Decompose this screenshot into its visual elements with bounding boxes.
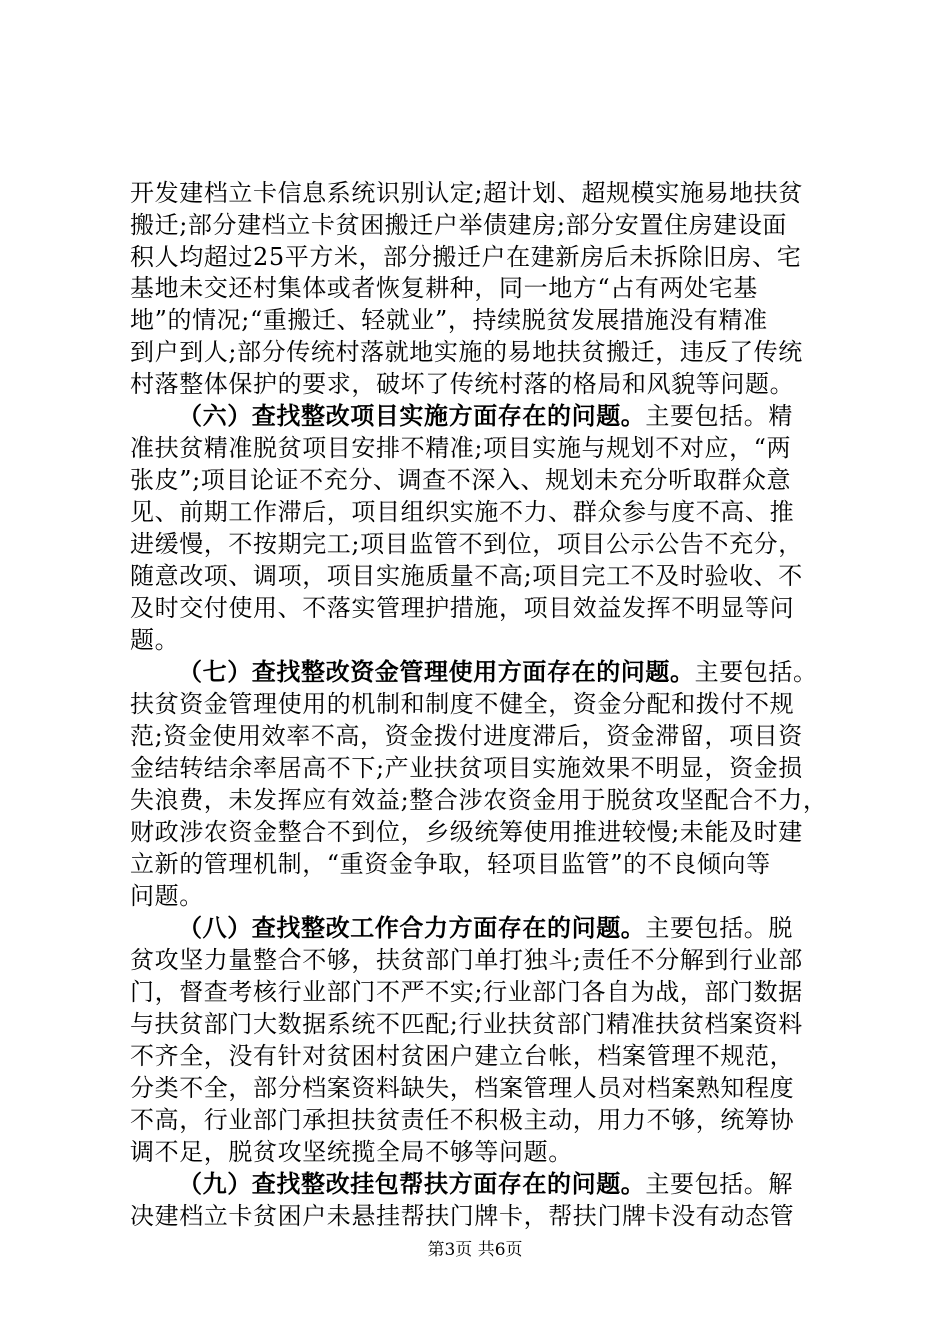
line-text: 开发建档立卡信息系统识别认定;超计划、超规模实施易地扶贫 — [130, 179, 803, 207]
text-line — [130, 1103, 860, 1137]
line-text: 准扶贫精准脱贫项目安排不精准;项目实施与规划不对应，“两 — [130, 434, 792, 462]
line-text: 随意改项、调项，项目实施质量不高;项目完工不及时验收、不 — [130, 562, 803, 590]
text-line — [130, 623, 860, 657]
line-text: 张皮”;项目论证不充分、调查不深入、规划未充分听取群众意 — [130, 466, 792, 494]
text-line — [130, 847, 860, 881]
section-heading: （六）查找整改项目实施方面存在的问题。 — [178, 401, 646, 430]
line-text: 门，督查考核行业部门不严不实;行业部门各自为战，部门数据 — [130, 978, 803, 1006]
line-text: 主要包括。精 — [645, 402, 794, 430]
page-number-footer: 第3页 共6页 — [427, 1240, 523, 1260]
text-line — [130, 527, 860, 561]
line-text: 财政涉农资金整合不到位，乡级统筹使用推进较慢;未能及时建 — [130, 818, 803, 846]
text-line — [130, 271, 860, 305]
line-text: 调不足，脱贫攻坚统揽全局不够等问题。 — [130, 1138, 573, 1166]
text-line — [130, 591, 860, 625]
text-line — [130, 240, 860, 274]
line-text: 与扶贫部门大数据系统不匹配;行业扶贫部门精准扶贫档案资料 — [130, 1010, 803, 1038]
line-text: 积人均超过25平方米，部分搬迁户在建新房后未拆除旧房、宅 — [130, 243, 802, 271]
text-line — [130, 783, 860, 817]
text-line — [130, 335, 860, 369]
line-text: 基地未交还村集体或者恢复耕种，同一地方“占有两处宅基 — [130, 274, 758, 302]
line-text: 贫攻坚力量整合不够，扶贫部门单打独斗;责任不分解到行业部 — [130, 946, 803, 974]
text-line — [130, 208, 860, 242]
text-line — [130, 495, 860, 529]
text-line — [130, 1199, 860, 1233]
line-text: 决建档立卡贫困户未悬挂帮扶门牌卡，帮扶门牌卡没有动态管 — [130, 1202, 795, 1230]
line-text: 扶贫资金管理使用的机制和制度不健全，资金分配和拨付不规 — [130, 690, 795, 718]
line-text: 到户到人;部分传统村落就地实施的易地扶贫搬迁，违反了传统 — [130, 338, 803, 366]
text-line — [130, 463, 860, 497]
line-text: 范;资金使用效率不高，资金拨付进度滞后，资金滞留，项目资 — [130, 722, 803, 750]
line-text: 主要包括。脱 — [645, 914, 794, 942]
line-text: 不高，行业部门承担扶贫责任不积极主动，用力不够，统筹协 — [130, 1106, 795, 1134]
section-eight-line — [178, 911, 860, 945]
text-line — [130, 687, 860, 721]
line-text: 主要包括。 — [694, 658, 818, 686]
text-line — [130, 367, 860, 401]
line-text: 村落整体保护的要求，破坏了传统村落的格局和风貌等问题。 — [130, 370, 795, 398]
text-line — [130, 943, 860, 977]
text-line — [130, 815, 860, 849]
section-heading: （九）查找整改挂包帮扶方面存在的问题。 — [178, 1169, 646, 1198]
section-six-line — [178, 399, 860, 433]
text-line — [130, 751, 860, 785]
line-text: 进缓慢，不按期完工;项目监管不到位，项目公示公告不充分， — [130, 530, 803, 558]
line-text: 主要包括。解 — [645, 1170, 794, 1198]
line-text: 见、前期工作滞后，项目组织实施不力、群众参与度不高、推 — [130, 498, 795, 526]
line-text: 题。 — [130, 626, 180, 654]
text-line — [130, 1007, 860, 1041]
text-line — [130, 879, 860, 913]
text-line — [130, 719, 860, 753]
section-heading: （七）查找整改资金管理使用方面存在的问题。 — [178, 657, 695, 686]
text-line — [130, 303, 860, 337]
section-nine-line — [178, 1167, 860, 1201]
text-line — [130, 1135, 860, 1169]
line-text: 问题。 — [130, 882, 204, 910]
text-line — [130, 559, 860, 593]
line-text: 不齐全，没有针对贫困村贫困户建立台帐，档案管理不规范， — [130, 1042, 795, 1070]
text-line — [130, 975, 860, 1009]
line-text: 金结转结余率居高不下;产业扶贫项目实施效果不明显，资金损 — [130, 754, 803, 782]
text-line — [130, 1039, 860, 1073]
line-text: 分类不全，部分档案资料缺失，档案管理人员对档案熟知程度 — [130, 1074, 795, 1102]
line-text: 搬迁;部分建档立卡贫困搬迁户举债建房;部分安置住房建设面 — [130, 211, 787, 239]
section-seven-line — [178, 655, 860, 689]
text-line — [130, 176, 860, 210]
line-text: 立新的管理机制，“重资金争取，轻项目监管”的不良倾向等 — [130, 850, 771, 878]
section-heading: （八）查找整改工作合力方面存在的问题。 — [178, 913, 646, 942]
text-line — [130, 431, 860, 465]
line-text: 失浪费，未发挥应有效益;整合涉农资金用于脱贫攻坚配合不力， — [130, 786, 828, 814]
line-text: 地”的情况;“重搬迁、轻就业”，持续脱贫发展措施没有精准 — [130, 306, 768, 334]
line-text: 及时交付使用、不落实管理护措施，项目效益发挥不明显等问 — [130, 594, 795, 622]
text-line — [130, 1071, 860, 1105]
